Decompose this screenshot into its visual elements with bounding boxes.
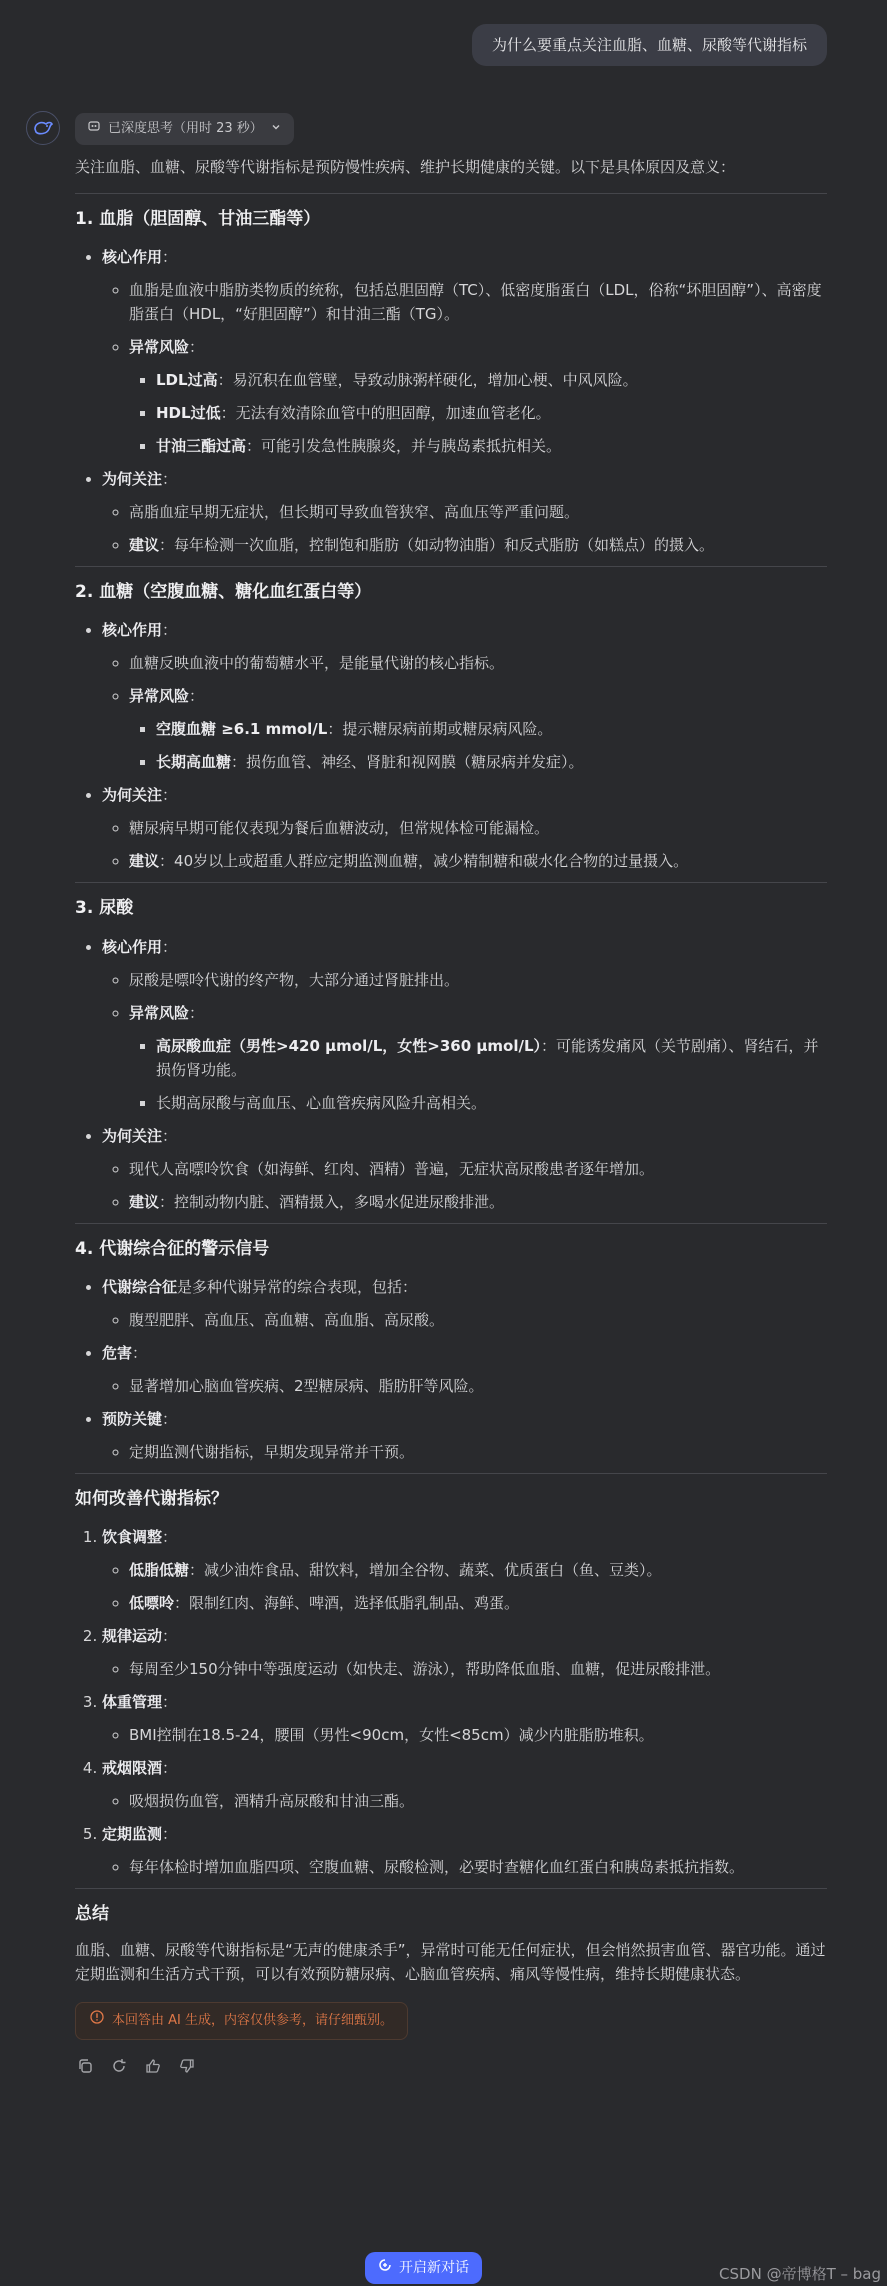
new-chat-button[interactable] [365, 2252, 482, 2284]
list-item: • 为何关注： ◦ 现代人高嘌呤饮食（如海鲜、红肉、酒精）普遍，无症状高尿酸患者逐年增加。 ◦ 建议：控制动物内脏、酒精摄入，多喝水促进尿酸排泄。 [102, 1124, 827, 1214]
section-list [75, 618, 827, 873]
regenerate-icon[interactable] [109, 2056, 129, 2076]
assistant-answer [75, 155, 827, 2076]
section-title-uric-acid: 3. 尿酸 [75, 898, 134, 919]
list-item: ◦ 建议：每年检测一次血脂，控制饱和脂肪（如动物油脂）和反式脂肪（如糕点）的摄入。 [129, 533, 827, 557]
list-item: ▪ 高尿酸血症（男性>420 μmol/L，女性>360 μmol/L）：可能诱发痛风（关节剧痛）、肾结石，并损伤肾功能。 [156, 1034, 827, 1082]
divider [75, 193, 827, 194]
deepseek-logo-icon [26, 111, 60, 145]
list-item: ◦ 腹型肥胖、高血压、高血糖、高血脂、高尿酸。 [129, 1308, 827, 1332]
list-item: • 核心作用： ◦ 血脂是血液中脂肪类物质的统称，包括总胆固醇（TC）、低密度脂蛋白（LDL，俗称“坏胆固醇”）、高密度脂蛋白（HDL，“好胆固醇”）和甘油三酯（TG）。 ◦ 异常风险： ▪ LDL过高：易沉积在血管壁，导致动脉粥样硬化，增加心梗、中风风险。 ▪ HDL过低：无法有效清除血管中的胆固醇，加速血管老化。 ▪ 甘油三酯过高：可能引发急性胰腺炎，并与胰岛素抵抗相关。 [102, 245, 827, 458]
improve-list [75, 1525, 827, 1879]
list-item: ▪ 空腹血糖 ≥6.1 mmol/L：提示糖尿病前期或糖尿病风险。 [156, 717, 827, 741]
section-title-improve: 如何改善代谢指标？ [75, 1488, 228, 1509]
list-item: ◦ 低脂低糖：减少油炸食品、甜饮料，增加全谷物、蔬菜、优质蛋白（鱼、豆类）。 [129, 1558, 827, 1582]
list-item: ◦ BMI控制在18.5-24，腰围（男性<90cm，女性<85cm）减少内脏脂肪堆积。 [129, 1723, 827, 1747]
thumbs-down-icon[interactable] [177, 2056, 197, 2076]
list-item: ▪ LDL过高：易沉积在血管壁，导致动脉粥样硬化，增加心梗、中风风险。 [156, 368, 827, 392]
section-list [75, 935, 827, 1214]
section-title-metabolic-syndrome: 4. 代谢综合征的警示信号 [75, 1238, 270, 1259]
list-item: ◦ 异常风险： ▪ 高尿酸血症（男性>420 μmol/L，女性>360 μmol/L）：可能诱发痛风（关节剧痛）、肾结石，并损伤肾功能。 ▪ 长期高尿酸与高血压、心血管疾病风险升高相关。 [129, 1001, 827, 1115]
divider [75, 1473, 827, 1474]
list-item: ◦ 血脂是血液中脂肪类物质的统称，包括总胆固醇（TC）、低密度脂蛋白（LDL，俗称“坏胆固醇”）、高密度脂蛋白（HDL，“好胆固醇”）和甘油三酯（TG）。 [129, 278, 827, 326]
deep-think-toggle[interactable] [75, 113, 294, 145]
think-icon [88, 119, 100, 140]
info-icon [90, 2010, 104, 2032]
list-item: ◦ 糖尿病早期可能仅表现为餐后血糖波动，但常规体检可能漏检。 [129, 816, 827, 840]
message-actions [75, 2056, 827, 2076]
list-item: ◦ 低嘌呤：限制红肉、海鲜、啤酒，选择低脂乳制品、鸡蛋。 [129, 1591, 827, 1615]
section-list [75, 1275, 827, 1464]
list-item: ◦ 异常风险： ▪ 空腹血糖 ≥6.1 mmol/L：提示糖尿病前期或糖尿病风险。 ▪ 长期高血糖：损伤血管、神经、肾脏和视网膜（糖尿病并发症）。 [129, 684, 827, 774]
divider [75, 1888, 827, 1889]
list-item: ◦ 显著增加心脑血管疾病、2型糖尿病、脂肪肝等风险。 [129, 1374, 827, 1398]
new-chat-icon [378, 2257, 392, 2279]
list-item: • 代谢综合征是多种代谢异常的综合表现，包括： ◦ 腹型肥胖、高血压、高血糖、高血脂、高尿酸。 [102, 1275, 827, 1332]
thumbs-up-icon[interactable] [143, 2056, 163, 2076]
list-item: • 核心作用： ◦ 血糖反映血液中的葡萄糖水平，是能量代谢的核心指标。 ◦ 异常风险： ▪ 空腹血糖 ≥6.1 mmol/L：提示糖尿病前期或糖尿病风险。 ▪ 长期高血糖：损伤血管、神经、肾脏和视网膜（糖尿病并发症）。 [102, 618, 827, 774]
list-item: ◦ 建议：40岁以上或超重人群应定期监测血糖，减少精制糖和碳水化合物的过量摄入。 [129, 849, 827, 873]
list-item: ▪ HDL过低：无法有效清除血管中的胆固醇，加速血管老化。 [156, 401, 827, 425]
list-item: ◦ 异常风险： ▪ LDL过高：易沉积在血管壁，导致动脉粥样硬化，增加心梗、中风风险。 ▪ HDL过低：无法有效清除血管中的胆固醇，加速血管老化。 ▪ 甘油三酯过高：可能引发急性胰腺炎，并与胰岛素抵抗相关。 [129, 335, 827, 458]
summary-title: 总结 [75, 1903, 109, 1924]
list-item: 5. 定期监测： ◦ 每年体检时增加血脂四项、空腹血糖、尿酸检测，必要时查糖化血红蛋白和胰岛素抵抗指数。 [102, 1822, 827, 1879]
section-list [75, 245, 827, 557]
section-title-blood-sugar: 2. 血糖（空腹血糖、糖化血红蛋白等） [75, 582, 372, 603]
list-item: ◦ 建议：控制动物内脏、酒精摄入，多喝水促进尿酸排泄。 [129, 1190, 827, 1214]
list-item: ◦ 现代人高嘌呤饮食（如海鲜、红肉、酒精）普遍，无症状高尿酸患者逐年增加。 [129, 1157, 827, 1181]
copy-icon[interactable] [75, 2056, 95, 2076]
list-item: ◦ 吸烟损伤血管，酒精升高尿酸和甘油三酯。 [129, 1789, 827, 1813]
list-item: • 核心作用： ◦ 尿酸是嘌呤代谢的终产物，大部分通过肾脏排出。 ◦ 异常风险： ▪ 高尿酸血症（男性>420 μmol/L，女性>360 μmol/L）：可能诱发痛风（关节剧痛）、肾结石，并损伤肾功能。 ▪ 长期高尿酸与高血压、心血管疾病风险升高相关。 [102, 935, 827, 1115]
chevron-down-icon [271, 119, 281, 140]
list-item: 2. 规律运动： ◦ 每周至少150分钟中等强度运动（如快走、游泳），帮助降低血脂、血糖，促进尿酸排泄。 [102, 1624, 827, 1681]
section-title-blood-lipids: 1. 血脂（胆固醇、甘油三酯等） [75, 209, 321, 229]
list-item: 3. 体重管理： ◦ BMI控制在18.5-24，腰围（男性<90cm，女性<85cm）减少内脏脂肪堆积。 [102, 1690, 827, 1747]
answer-intro: 关注血脂、血糖、尿酸等代谢指标是预防慢性疾病、维护长期健康的关键。以下是具体原因及意义： [75, 158, 736, 176]
user-message-bubble: 为什么要重点关注血脂、血糖、尿酸等代谢指标 [472, 24, 827, 66]
list-item: • 为何关注： ◦ 糖尿病早期可能仅表现为餐后血糖波动，但常规体检可能漏检。 ◦ 建议：40岁以上或超重人群应定期监测血糖，减少精制糖和碳水化合物的过量摄入。 [102, 783, 827, 873]
list-item: 1. 饮食调整： ◦ 低脂低糖：减少油炸食品、甜饮料，增加全谷物、蔬菜、优质蛋白（鱼、豆类）。 ◦ 低嘌呤：限制红肉、海鲜、啤酒，选择低脂乳制品、鸡蛋。 [102, 1525, 827, 1615]
list-item: ◦ 高脂血症早期无症状，但长期可导致血管狭窄、高血压等严重问题。 [129, 500, 827, 524]
list-item: ◦ 血糖反映血液中的葡萄糖水平，是能量代谢的核心指标。 [129, 651, 827, 675]
divider [75, 1223, 827, 1224]
think-badge-label: 已深度思考（用时 23 秒） [108, 120, 263, 136]
divider [75, 566, 827, 567]
new-chat-label: 开启新对话 [399, 2259, 469, 2276]
list-item: 4. 戒烟限酒： ◦ 吸烟损伤血管，酒精升高尿酸和甘油三酯。 [102, 1756, 827, 1813]
list-item: ◦ 每周至少150分钟中等强度运动（如快走、游泳），帮助降低血脂、血糖，促进尿酸排泄。 [129, 1657, 827, 1681]
list-item: • 危害： ◦ 显著增加心脑血管疾病、2型糖尿病、脂肪肝等风险。 [102, 1341, 827, 1398]
list-item: • 预防关键： ◦ 定期监测代谢指标，早期发现异常并干预。 [102, 1407, 827, 1464]
list-item: ▪ 长期高血糖：损伤血管、神经、肾脏和视网膜（糖尿病并发症）。 [156, 750, 827, 774]
list-item: ▪ 甘油三酯过高：可能引发急性胰腺炎，并与胰岛素抵抗相关。 [156, 434, 827, 458]
disclaimer-text: 本回答由 AI 生成，内容仅供参考，请仔细甄别。 [112, 2012, 393, 2028]
list-item: ◦ 定期监测代谢指标，早期发现异常并干预。 [129, 1440, 827, 1464]
list-item: ◦ 每年体检时增加血脂四项、空腹血糖、尿酸检测，必要时查糖化血红蛋白和胰岛素抵抗指数。 [129, 1855, 827, 1879]
divider [75, 882, 827, 883]
ai-disclaimer [75, 2002, 408, 2040]
list-item: ▪ 长期高尿酸与高血压、心血管疾病风险升高相关。 [156, 1091, 827, 1115]
summary-text: 血脂、血糖、尿酸等代谢指标是“无声的健康杀手”，异常时可能无任何症状，但会悄然损害血管、器官功能。通过定期监测和生活方式干预，可以有效预防糖尿病、心脑血管疾病、痛风等慢性病，维持长期健康状态。 [75, 1941, 826, 1984]
list-item: ◦ 尿酸是嘌呤代谢的终产物，大部分通过肾脏排出。 [129, 968, 827, 992]
watermark: CSDN @帝博格T – bag [719, 2265, 881, 2283]
list-item: • 为何关注： ◦ 高脂血症早期无症状，但长期可导致血管狭窄、高血压等严重问题。 ◦ 建议：每年检测一次血脂，控制饱和脂肪（如动物油脂）和反式脂肪（如糕点）的摄入。 [102, 467, 827, 557]
